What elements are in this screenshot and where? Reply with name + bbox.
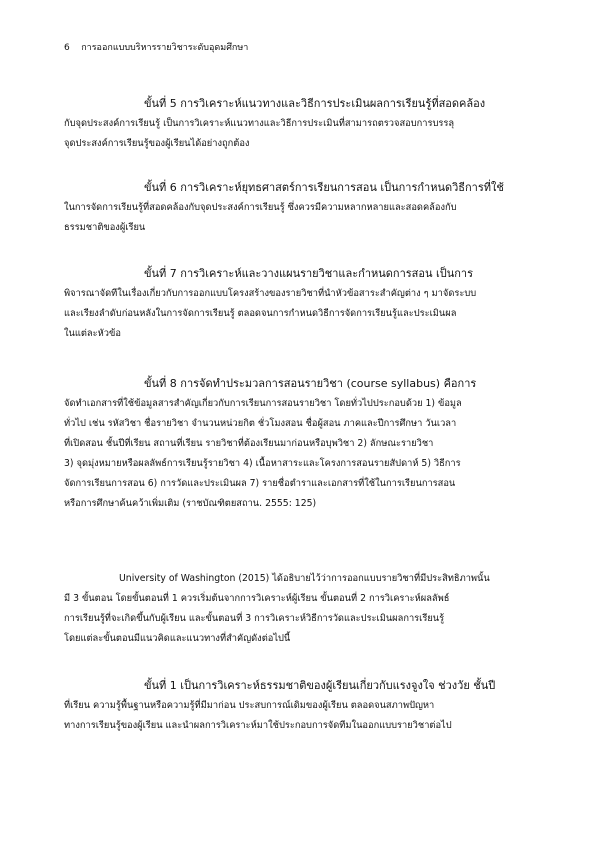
text-line: การเรียนรู้ที่จะเกิดขึ้นกับผู้เรียน และขั้นตอนที่ 3 การวิเคราะห์วิธีการวัดและประเมินผลการเรียนรู้: [64, 613, 445, 624]
text-line: ที่เปิดสอน ชั้นปีที่เรียน สถานที่เรียน รายวิชาที่ต้องเรียนมาก่อนหรือบุพวิชา 2) ลักษณะรายวิชา: [64, 438, 434, 449]
step-5-paragraph: [64, 94, 536, 154]
text-line: ในแต่ละหัวข้อ: [64, 328, 121, 339]
text-line: จัดทำเอกสารที่ใช้ข้อมูลสารสำคัญเกี่ยวกับการเรียนการสอนรายวิชา โดยทั่วไปประกอบด้วย 1) ข้อมูล: [64, 398, 462, 409]
text-line: ธรรมชาติของผู้เรียน: [64, 222, 146, 233]
running-header: [64, 40, 248, 54]
text-line: ในการจัดการเรียนรู้ที่สอดคล้องกับจุดประสงค์การเรียนรู้ ซึ่งควรมีความหลากหลายและสอดคล้องกับ: [64, 202, 457, 213]
step-heading: ขั้นที่ 1 เป็นการวิเคราะห์ธรรมชาติของผู้เรียนเกี่ยวกับแรงจูงใจ ช่วงวัย ชั้นปี: [144, 679, 496, 692]
text-line: 3) จุดมุ่งหมายหรือผลลัพธ์การเรียนรู้รายวิชา 4) เนื้อหาสาระและโครงการสอนรายสัปดาห์ 5) วิธีการ: [64, 458, 461, 469]
page-number: 6: [64, 43, 70, 53]
step-8-paragraph: [64, 374, 536, 514]
step-1-paragraph: [64, 676, 536, 736]
intro-paragraph: [64, 569, 536, 649]
text-line: กับจุดประสงค์การเรียนรู้ เป็นการวิเคราะห์แนวทางและวิธีการประเมินที่สามารถตรวจสอบการบรรลุ: [64, 118, 455, 129]
step-6-paragraph: [64, 178, 536, 238]
text-line: University of Washington (2015) ได้อธิบายไว้ว่าการออกแบบรายวิชาที่มีประสิทธิภาพนั้น: [119, 573, 490, 584]
text-line: พิจารณาจัดทีในเรื่องเกี่ยวกับการออกแบบโครงสร้างของรายวิชาที่นำหัวข้อสาระสำคัญต่าง ๆ มาจัดระบบ: [64, 288, 477, 299]
step-heading: ขั้นที่ 5 การวิเคราะห์แนวทางและวิธีการประเมินผลการเรียนรู้ที่สอดคล้อง: [144, 97, 486, 110]
text-line: หรือการศึกษาค้นคว้าเพิ่มเติม (ราชบัณฑิตยสถาน. 2555: 125): [64, 498, 317, 509]
step-7-paragraph: [64, 264, 536, 344]
text-line: ทั่วไป เช่น รหัสวิชา ชื่อรายวิชา จำนวนหน่วยกิต ชั่วโมงสอน ชื่อผู้สอน ภาคและปีการศึกษา วันเวลา: [64, 418, 457, 429]
step-heading: ขั้นที่ 8 การจัดทำประมวลการสอนรายวิชา (course syllabus) คือการ: [144, 377, 477, 390]
text-line: ทางการเรียนรู้ของผู้เรียน และนำผลการวิเคราะห์มาใช้ประกอบการจัดทีมในออกแบบรายวิชาต่อไป: [64, 720, 452, 731]
text-line: จุดประสงค์การเรียนรู้ของผู้เรียนได้อย่างถูกต้อง: [64, 138, 250, 149]
step-heading: ขั้นที่ 6 การวิเคราะห์ยุทธศาสตร์การเรียนการสอน เป็นการกำหนดวิธีการที่ใช้: [144, 181, 504, 194]
running-title: การออกแบบบริหารรายวิชาระดับอุดมศึกษา: [81, 43, 249, 53]
step-heading: ขั้นที่ 7 การวิเคราะห์และวางแผนรายวิชาและกำหนดการสอน เป็นการ: [144, 267, 474, 280]
text-line: มี 3 ขั้นตอน โดยขั้นตอนที่ 1 ควรเริ่มต้นจากการวิเคราะห์ผู้เรียน ขั้นตอนที่ 2 การวิเคราะห์ผลลัพธ์: [64, 593, 450, 604]
text-line: ที่เรียน ความรู้พื้นฐานหรือความรู้ที่มีมาก่อน ประสบการณ์เดิมของผู้เรียน ตลอดจนสภาพปัญหา: [64, 700, 435, 711]
text-line: และเรียงลำดับก่อนหลังในการจัดการเรียนรู้ ตลอดจนการกำหนดวิธีการจัดการเรียนรู้และประเมินผล: [64, 308, 457, 319]
text-line: โดยแต่ละขั้นตอนมีแนวคิดและแนวทางที่สำคัญดังต่อไปนี้: [64, 633, 291, 644]
text-line: จัดการเรียนการสอน 6) การวัดและประเมินผล 7) รายชื่อตำราและเอกสารที่ใช้ในการเรียนการสอน: [64, 478, 456, 489]
